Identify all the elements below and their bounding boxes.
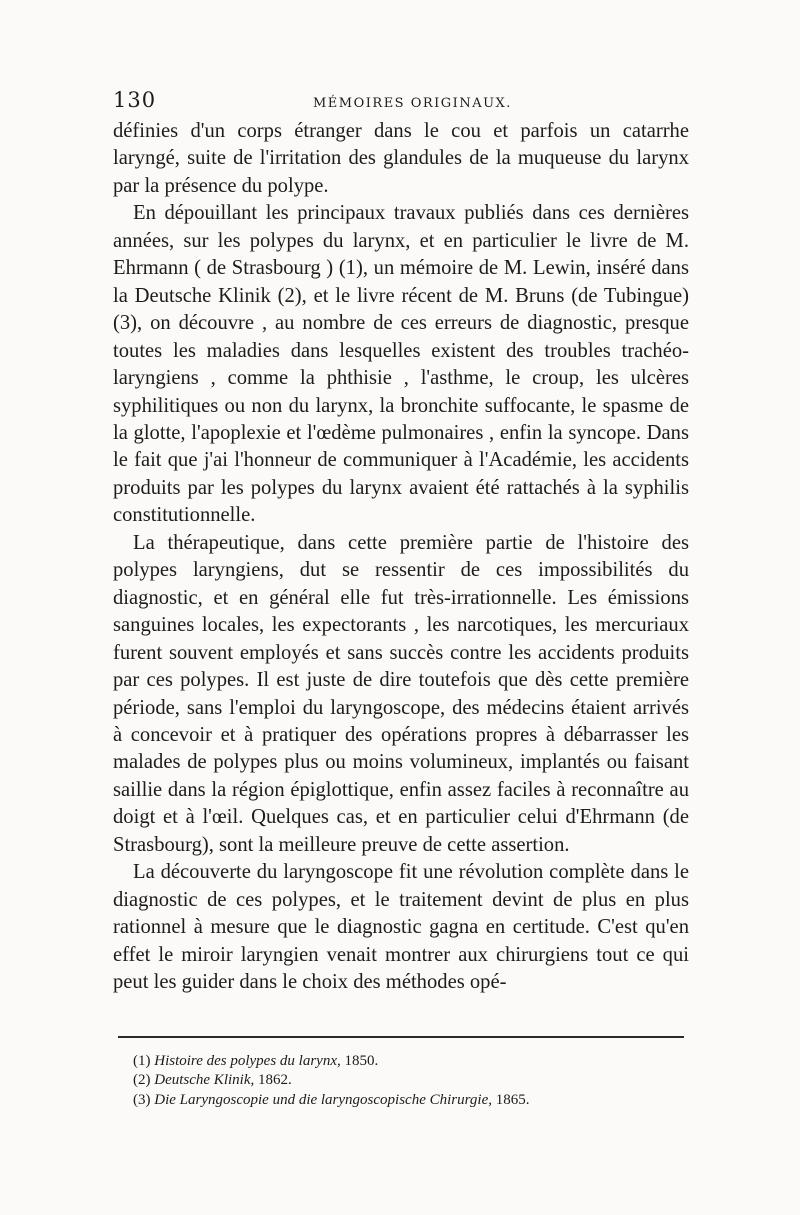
running-head: MÉMOIRES ORIGINAUX. [313, 96, 512, 111]
footnote-year: 1865. [491, 1091, 530, 1108]
body-text [113, 118, 689, 997]
footnote [133, 1071, 689, 1091]
paragraph: La thérapeutique, dans cette première partie de l'histoire des polypes laryngiens, dut se ressentir de ces impossibilités du diagnostic, et en général elle fut très-irrationnelle. Les émissions sanguines locales, les expectorants , les narcotiques, les mercuriaux furent souvent employés et sans succès contre les accidents produits par ces polypes. Il est juste de dire toutefois que dès cette première période, sans l'emploi du laryngoscope, des médecins étaient arrivés à concevoir et à pratiquer des opérations propres à débarrasser les malades de polypes plus ou moins volumineux, implantés ou faisant saillie dans la région épiglottique, enfin assez faciles à reconnaître au doigt et à l'œil. Quelques cas, et en particulier celui d'Ehrmann (de Strasbourg), sont la meilleure preuve de cette assertion. [113, 531, 689, 856]
footnote-marker: (2) [133, 1072, 151, 1088]
footnote [133, 1091, 689, 1111]
footnote-title: Deutsche Klinik, [154, 1072, 255, 1088]
page-number: 130 [113, 88, 157, 112]
footnote-title: Die Laryngoscopie und die laryngoscopische Chirurgie, [154, 1091, 492, 1108]
paragraph: La découverte du laryngoscope fit une révolution complète dans le diagnostic de ces polypes, et le traitement devint de plus en plus rationnel à mesure que le diagnostic gagna en certitude. C'est qu'en effet le miroir laryngien venait montrer aux chirurgiens tout ce qui peut les guider dans le choix des méthodes opé- [113, 861, 689, 994]
footnote-year: 1862. [254, 1072, 292, 1088]
page [113, 88, 689, 1110]
footnotes [133, 1052, 689, 1111]
page-header [113, 88, 689, 118]
footnote-year: 1850. [340, 1052, 379, 1069]
footnote-marker: (3) [133, 1091, 151, 1108]
footnote-rule [118, 1036, 684, 1038]
footnote-title: Histoire des polypes du larynx, [154, 1052, 341, 1069]
footnote [133, 1052, 689, 1072]
footnote-marker: (1) [133, 1052, 151, 1069]
paragraph: En dépouillant les principaux travaux publiés dans ces dernières années, sur les polypes du larynx, et en particulier le livre de M. Ehrmann ( de Strasbourg ) (1), un mémoire de M. Lewin, inséré dans la Deutsche Klinik (2), et le livre récent de M. Bruns (de Tubingue) (3), on découvre , au nombre de ces erreurs de diagnostic, presque toutes les maladies dans lesquelles existent des troubles trachéo-laryngiens , comme la phthisie , l'asthme, le croup, les ulcères syphilitiques ou non du larynx, la bronchite suffocante, le spasme de la glotte, l'apoplexie et l'œdème pulmonaires , enfin la syncope. Dans le fait que j'ai l'honneur de communiquer à l'Académie, les accidents produits par les polypes du larynx avaient été rattachés à la syphilis constitutionnelle. [113, 202, 689, 527]
paragraph: définies d'un corps étranger dans le cou et parfois un catarrhe laryngé, suite de l'irritation des glandules de la muqueuse du larynx par la présence du polype. [113, 120, 689, 197]
